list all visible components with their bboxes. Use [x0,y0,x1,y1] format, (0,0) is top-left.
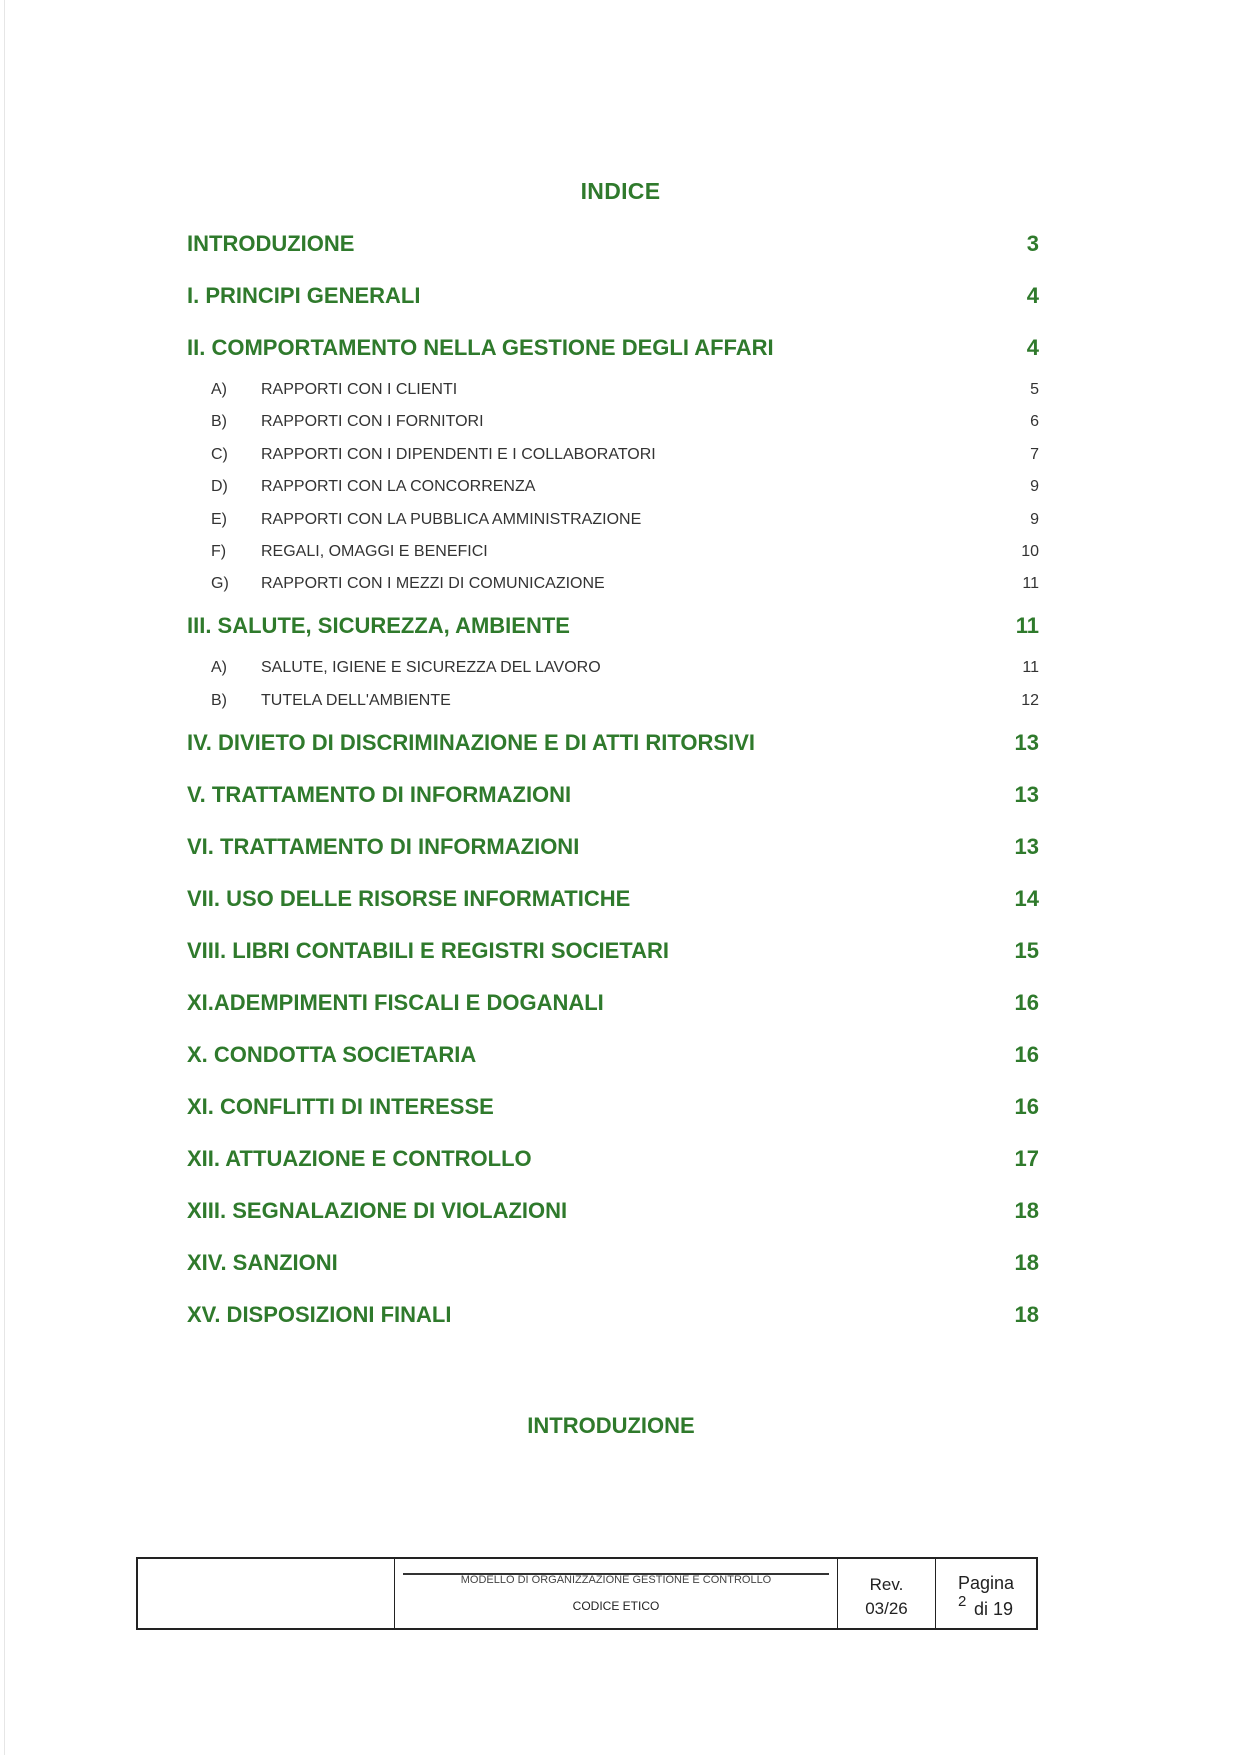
toc-entry-label: XIII. SEGNALAZIONE DI VIOLAZIONI [187,1197,568,1223]
toc-section-entry [187,778,1039,808]
toc-entry-page: 16 [1014,1093,1039,1119]
page-number: 2 [958,1593,967,1610]
toc-entry-label: XIV. SANZIONI [187,1249,338,1275]
toc-subsection-letter: A) [211,659,227,677]
toc-subsection-letter: C) [211,445,228,463]
toc-entry-page: 4 [1026,283,1039,308]
toc-subsection-letter: A) [211,381,227,398]
scan-edge-line [4,0,5,1755]
toc-section-entry [187,1246,1039,1276]
toc-title: INDICE [580,178,661,204]
toc-subsection-entry [187,563,1039,593]
toc-entry-page: 11 [1022,575,1039,593]
toc-entry-label: I. PRINCIPI GENERALI [187,283,421,308]
toc-entry-label: RAPPORTI CON I CLIENTI [261,381,458,398]
toc-section-entry [187,227,1039,257]
toc-entry-label: XII. ATTUAZIONE E CONTROLLO [187,1145,532,1171]
model-title: MODELLO DI ORGANIZZAZIONE GESTIONE E CONTROLLO [403,1573,829,1591]
toc-subsection-entry [187,434,1039,464]
toc-entry-page: 10 [1021,543,1039,560]
toc-subsection-entry [187,369,1039,399]
toc-entry-label: XV. DISPOSIZIONI FINALI [187,1301,452,1327]
toc-section-entry [187,1142,1039,1172]
toc-section-entry [187,1090,1039,1120]
toc-entry-label: VI. TRATTAMENTO DI INFORMAZIONI [187,833,580,859]
toc-subsection-letter: B) [211,691,227,709]
toc-entry-label: XI. CONFLITTI DI INTERESSE [187,1093,494,1119]
toc-entry-page: 14 [1014,885,1039,911]
toc-section-entry [187,1194,1039,1224]
footer-logo-cell [138,1559,395,1628]
toc-entry-page: 13 [1014,729,1039,755]
toc-entry-page: 12 [1021,691,1039,709]
toc-entry-label: INTRODUZIONE [187,231,355,256]
rev-value: 03/26 [865,1599,908,1618]
toc-entry-page: 16 [1014,989,1039,1015]
toc-subsection-entry [187,531,1039,561]
toc-entry-page: 9 [1030,478,1039,496]
toc-entry-page: 18 [1014,1197,1039,1223]
toc-entry-label: RAPPORTI CON I DIPENDENTI E I COLLABORATORI [261,445,656,463]
page-total: di 19 [974,1599,1014,1619]
footer-title-cell [395,1559,838,1628]
toc-section-entry [187,331,1039,361]
footer-page-cell [936,1559,1036,1628]
toc-section-entry [187,1038,1039,1068]
toc-entry-page: 3 [1026,231,1039,256]
toc-section-entry [187,882,1039,912]
document-name: CODICE ETICO [572,1599,660,1613]
intro-heading: INTRODUZIONE [527,1413,695,1438]
toc-entry-page: 9 [1030,510,1039,528]
toc-subsection-letter: D) [211,478,228,496]
toc-entry-page: 11 [1015,613,1039,639]
toc-entry-label: RAPPORTI CON LA CONCORRENZA [261,478,536,496]
footer-table [136,1557,1038,1630]
footer-rev-cell [838,1559,936,1628]
rev-label: Rev. [869,1575,904,1594]
toc-section-entry [187,830,1039,860]
toc-entry-page: 5 [1030,381,1039,398]
toc-subsection-entry [187,499,1039,529]
toc-section-entry [187,726,1039,756]
toc-entry-label: II. COMPORTAMENTO NELLA GESTIONE DEGLI AFFARI [187,335,774,360]
toc-entry-page: 7 [1030,445,1039,463]
toc-section-entry [187,609,1039,639]
toc-entry-label: RAPPORTI CON I MEZZI DI COMUNICAZIONE [261,575,605,593]
toc-entry-label: XI.ADEMPIMENTI FISCALI E DOGANALI [187,989,604,1015]
toc-entry-label: RAPPORTI CON LA PUBBLICA AMMINISTRAZIONE [261,510,642,528]
toc-entry-page: 4 [1026,335,1039,360]
toc-entry-label: V. TRATTAMENTO DI INFORMAZIONI [187,781,572,807]
toc-entry-label: REGALI, OMAGGI E BENEFICI [261,543,488,560]
toc-section-entry [187,1298,1039,1328]
toc-subsection-letter: F) [211,543,227,560]
toc-subsection-letter: B) [211,413,227,431]
toc-subsection-entry [187,466,1039,496]
toc-section-entry [187,934,1039,964]
toc-entry-label: X. CONDOTTA SOCIETARIA [187,1041,477,1067]
toc-entry-label: VIII. LIBRI CONTABILI E REGISTRI SOCIETARI [187,937,669,963]
toc-subsection-entry [187,647,1039,677]
toc-subsection-letter: G) [211,575,229,593]
toc-subsection-letter: E) [211,510,227,528]
toc-subsection-entry [187,401,1039,431]
toc-entry-page: 17 [1014,1145,1039,1171]
toc-section-entry [187,279,1039,309]
toc-section-entry [187,986,1039,1016]
toc-entry-page: 18 [1014,1301,1039,1327]
toc-entry-label: III. SALUTE, SICUREZZA, AMBIENTE [187,613,570,639]
toc-entry-label: IV. DIVIETO DI DISCRIMINAZIONE E DI ATTI RITORSIVI [187,729,755,755]
toc-entry-page: 11 [1022,659,1039,677]
toc-entry-page: 6 [1030,413,1039,431]
toc-entry-label: RAPPORTI CON I FORNITORI [261,413,484,431]
page-label: Pagina [958,1573,1015,1593]
toc-subsection-entry [187,680,1039,710]
toc-entry-page: 15 [1014,937,1039,963]
toc-entry-label: SALUTE, IGIENE E SICUREZZA DEL LAVORO [261,659,601,677]
toc-entry-page: 13 [1014,781,1039,807]
toc-entry-page: 16 [1014,1041,1039,1067]
toc-entry-page: 18 [1014,1249,1039,1275]
toc-entry-page: 13 [1014,833,1039,859]
toc-entry-label: VII. USO DELLE RISORSE INFORMATICHE [187,885,631,911]
toc-entry-label: TUTELA DELL'AMBIENTE [261,691,451,709]
